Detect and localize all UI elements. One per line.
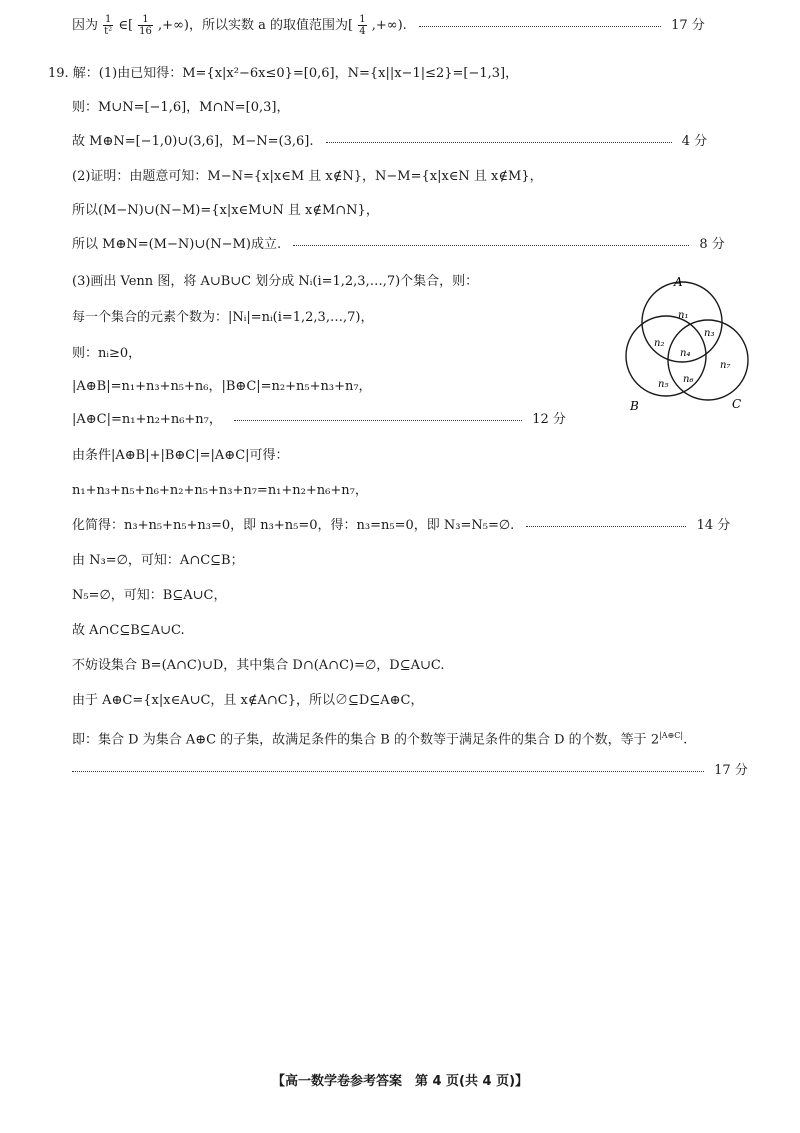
line-14 xyxy=(72,516,730,536)
fraction-denominator: t² xyxy=(104,26,113,37)
line-11 xyxy=(72,410,566,430)
text-segment: ,+∞)，所以实数 a 的取值范围为[ xyxy=(158,18,354,33)
region-n7: n₇ xyxy=(720,360,731,371)
line-16: N₅=∅，可知：B⊆A∪C， xyxy=(72,588,227,603)
line-21 xyxy=(72,761,748,781)
text-segment: |A⊕C|=n₁+n₂+n₆+n₇， xyxy=(72,412,222,427)
fraction xyxy=(138,14,153,37)
score-label: 12 分 xyxy=(532,412,566,427)
line-12: 由条件|A⊕B|+|B⊕C|=|A⊕C|可得： xyxy=(72,448,289,463)
text-segment: 因为 xyxy=(72,18,99,33)
region-n5: n₅ xyxy=(658,379,669,390)
leader-dots xyxy=(326,141,672,143)
score-label: 8 分 xyxy=(699,237,725,252)
line-7: (3)画出 Venn 图，将 A∪B∪C 划分成 Nᵢ(i=1,2,3,…,7)个集合，则： xyxy=(72,274,479,289)
label-b: B xyxy=(630,399,639,413)
score-label: 17 分 xyxy=(671,18,705,33)
region-n1: n₁ xyxy=(678,310,689,321)
fraction-numerator: 1 xyxy=(138,14,153,26)
leader-dots xyxy=(293,244,689,246)
line-3 xyxy=(72,132,707,152)
fraction-numerator: 1 xyxy=(104,14,112,25)
line-2: 则：M∪N=[−1,6]，M∩N=[0,3]， xyxy=(72,100,290,115)
score-label: 17 分 xyxy=(714,763,748,778)
text-segment: 故 M⊕N=[−1,0)∪(3,6]，M−N=(3,6]. xyxy=(72,134,314,149)
text-segment: ∈[ xyxy=(118,18,134,33)
exponent: |A⊕C| xyxy=(659,731,684,740)
fraction-numerator: 1 xyxy=(359,14,366,25)
text-segment: . xyxy=(683,732,688,748)
leader-dots xyxy=(526,525,686,527)
line-1: 19. 解：(1)由已知得：M={x|x²−6x≤0}=[0,6]，N={x||x−1|≤2}=[−1,3]， xyxy=(48,66,519,81)
region-n3: n₃ xyxy=(704,328,715,339)
line-8: 每一个集合的元素个数为：|Nᵢ|=nᵢ(i=1,2,3,…,7)， xyxy=(72,310,374,325)
line-17: 故 A∩C⊆B⊆A∪C. xyxy=(72,623,185,638)
text-segment: 即：集合 D 为集合 A⊕C 的子集，故满足条件的集合 B 的个数等于满足条件的集合 D 的个数，等于 2 xyxy=(72,732,660,748)
fraction-denominator: 4 xyxy=(359,26,366,37)
leader-dots xyxy=(234,419,522,421)
region-n2: n₂ xyxy=(654,338,665,349)
line-15: 由 N₃=∅，可知：A∩C⊆B； xyxy=(72,553,244,568)
line-20 xyxy=(72,726,687,750)
text-segment: 所以 M⊕N=(M−N)∪(N−M)成立. xyxy=(72,237,282,252)
score-label: 4 分 xyxy=(681,134,708,149)
text-segment: 化简得：n₃+n₅+n₅+n₃=0，即 n₃+n₅=0，得：n₃=n₅=0，即 N₃=N₅=∅. xyxy=(72,518,515,533)
score-label: 14 分 xyxy=(696,518,731,533)
region-n4: n₄ xyxy=(680,348,691,359)
line-0 xyxy=(72,14,705,37)
line-4: (2)证明：由题意可知：M−N={x|x∈M 且 x∉N}，N−M={x|x∈N 且 x∉M}， xyxy=(72,169,543,184)
leader-dots xyxy=(419,25,661,27)
line-18: 不妨设集合 B=(A∩C)∪D，其中集合 D∩(A∩C)=∅，D⊆A∪C. xyxy=(72,658,445,673)
page-footer: 【高一数学卷参考答案 第 4 页(共 4 页)】 xyxy=(271,1074,529,1089)
fraction xyxy=(103,14,113,37)
line-9: 则：nᵢ≥0， xyxy=(72,346,142,361)
line-10: |A⊕B|=n₁+n₃+n₅+n₆，|B⊕C|=n₂+n₅+n₃+n₇， xyxy=(72,379,372,394)
region-n6: n₆ xyxy=(683,374,694,385)
line-5: 所以(M−N)∪(N−M)={x|x∈M∪N 且 x∉M∩N}， xyxy=(72,203,379,218)
line-6 xyxy=(72,235,725,255)
fraction xyxy=(358,14,366,37)
line-19: 由于 A⊕C={x|x∈A∪C，且 x∉A∩C}，所以∅⊆D⊆A⊕C， xyxy=(72,693,424,708)
label-a: A xyxy=(674,275,683,289)
fraction-denominator: 16 xyxy=(139,26,152,37)
label-c: C xyxy=(732,397,742,411)
line-13: n₁+n₃+n₅+n₆+n₂+n₅+n₃+n₇=n₁+n₂+n₆+n₇， xyxy=(72,483,368,498)
leader-dots xyxy=(72,770,704,772)
venn-diagram xyxy=(620,270,770,415)
text-segment: ,+∞). xyxy=(371,18,407,33)
